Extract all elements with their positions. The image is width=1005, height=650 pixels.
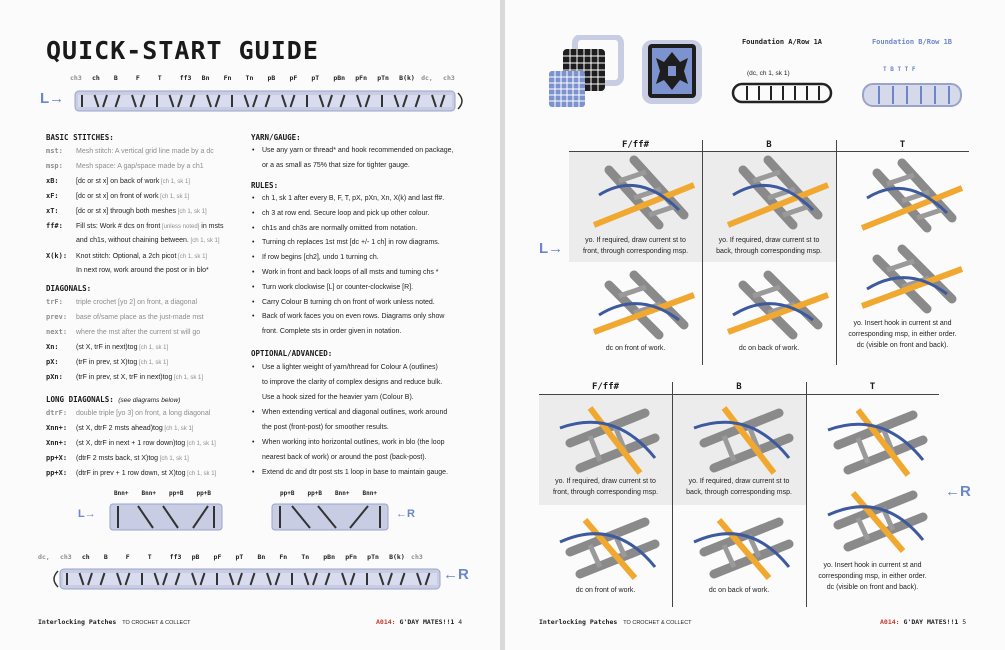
top-chart-label: Tn	[245, 74, 254, 82]
diag-abbr: trF:	[46, 298, 63, 306]
mini-right-label: Bnn+	[335, 490, 350, 497]
top-chart-label: B(k)	[399, 74, 415, 82]
bottom-chart-label: pB	[191, 553, 200, 561]
mini-left-label: Bnn+	[114, 490, 129, 497]
rules-line: • Back of work faces you on even rows. Diagrams only show	[262, 312, 444, 322]
ladder-illustration	[689, 398, 799, 478]
bottom-row-chart	[38, 550, 468, 595]
top-chart-label: pBn	[333, 74, 346, 82]
bottom-chart-label: B	[103, 553, 108, 561]
footer-pattern-left	[376, 618, 462, 626]
mini-diagram-right	[268, 490, 438, 534]
basic-text: and ch1s, without chaining between.	[76, 237, 189, 244]
mini-left-svg	[108, 500, 226, 534]
bottom-caption-f-2: dc on front of work.	[575, 587, 636, 594]
advanced-line: • When extending vertical and diagonal outlines, work around	[262, 408, 447, 418]
long-text: (st X, dtrF 2 msts ahead)tog	[76, 425, 163, 432]
footer-page-number: 4	[458, 618, 463, 626]
basic-abbr: xF:	[46, 192, 59, 200]
rules-line: • Turning ch replaces 1st mst [dc +/- 1 ch] in row diagrams.	[262, 238, 440, 248]
top-chart-labels	[70, 74, 465, 84]
basic-row	[46, 161, 204, 172]
diag-note: [ch 1, sk 1]	[137, 345, 169, 351]
long-abbr: Xnn+:	[46, 439, 68, 447]
top-chart-label: ch3	[70, 74, 82, 82]
top-chart-label: ch3	[443, 74, 455, 82]
bottom-chart-label: T	[147, 553, 152, 561]
bottom-chart-label: pBn	[323, 553, 336, 561]
foundation-a-label: (dc, ch 1, sk 1)	[747, 70, 790, 77]
basic-note: [ch 1, sk 1]	[176, 254, 208, 260]
ladder-illustration	[555, 398, 665, 478]
bottom-chart-label: pFn	[345, 553, 357, 561]
bottom-header-t: T	[869, 382, 876, 392]
diag-note: [ch 1, sk 1]	[137, 360, 169, 366]
long-row	[46, 423, 193, 434]
top-chart-label: ch	[91, 74, 100, 82]
footer-code: A014:	[880, 618, 900, 626]
basic-abbr: ff#:	[46, 222, 63, 230]
advanced-line: • Extend dc and dtr post sts 1 loop in base to maintain gauge.	[262, 468, 448, 478]
page-title: QUICK-START GUIDE	[46, 36, 319, 65]
mini-left-label: pp+B	[169, 490, 184, 497]
mini-right-label: pp+B	[307, 490, 322, 497]
bottom-chart-label: dc,	[38, 553, 50, 561]
bottom-header-f: F/ff#	[591, 382, 620, 392]
top-chart-svg	[70, 85, 465, 117]
bottom-direction: ←R	[443, 566, 469, 583]
ladder-illustration	[689, 512, 799, 582]
mini-right-label: Bnn+	[362, 490, 377, 497]
long-note: [ch 1, sk 1]	[185, 471, 217, 477]
basic-text: [dc or st x] on back of work	[76, 178, 160, 185]
basic-text: Mesh space: A gap/space made by a ch1	[76, 163, 204, 170]
basic-text: In next row, work around the post or in blo*	[76, 267, 209, 274]
basic-row	[46, 236, 220, 246]
basic-text: [dc or st x] through both meshes	[76, 208, 176, 215]
diag-text: triple crochet [yo 2] on front, a diagonal	[76, 299, 198, 306]
basic-note: [ch 1, sk 1]	[188, 238, 220, 244]
basic-abbr: X(k):	[46, 252, 68, 260]
basic-abbr: msp:	[46, 162, 63, 170]
top-chart-label: Fn	[223, 74, 232, 82]
advanced-line: to improve the clarity of complex designs and reduce bulk.	[262, 379, 443, 386]
basic-row	[46, 266, 209, 276]
top-caption-f-1: yo. If required, draw current st to front, through corresponding msp.	[582, 237, 689, 255]
basic-abbr: xB:	[46, 177, 59, 185]
diag-row	[46, 357, 168, 368]
advanced-line: nearest back of work) or around the post (back-post).	[262, 454, 427, 461]
foundation-b-title: Foundation B/Row 1B	[871, 38, 953, 46]
diag-text: (trF in prev, st X, trF in next)tog	[76, 374, 173, 381]
bottom-chart-svg	[50, 563, 445, 595]
footer-book-right	[539, 618, 692, 626]
basic-row	[46, 206, 207, 217]
top-chart-label: B	[113, 74, 118, 82]
basic-row	[46, 176, 190, 187]
bottom-illustrations	[505, 0, 1005, 650]
basic-text: Knot stitch: Optional, a 2ch picot	[76, 253, 177, 260]
basic-row	[46, 251, 207, 262]
rules-line: • Turn work clockwise [L] or counter-clockwise [R].	[262, 283, 413, 293]
mini-left-label: Bnn+	[141, 490, 156, 497]
top-caption-t: yo. Insert hook in current st and corresponding msp, in either order. dc (visible on front and back).	[848, 320, 957, 349]
footer-book-sub: TO CROCHET & COLLECT	[623, 620, 692, 626]
top-chart-label: pT	[311, 74, 320, 82]
top-chart-label: pTn	[377, 74, 389, 82]
long-heading-text: LONG DIAGONALS:	[46, 395, 114, 404]
basic-note: [unless noted]	[160, 224, 200, 230]
foundation-b-label: T B T T F	[883, 66, 916, 73]
mini-left-label: pp+B	[196, 490, 211, 497]
bottom-caption-f-1: yo. If required, draw current st to front, through corresponding msp.	[552, 478, 659, 496]
diag-text: (trF in prev, st X)tog	[76, 359, 138, 366]
diag-abbr: prev:	[46, 313, 68, 321]
long-row	[46, 453, 189, 464]
diag-row	[46, 327, 200, 338]
footer-book-left	[38, 618, 191, 626]
diag-row	[46, 312, 204, 323]
rules-heading: RULES:	[251, 181, 279, 190]
diag-abbr: next:	[46, 328, 68, 336]
rules-line: • ch 1, sk 1 after every B, F, T, pX, pXn, Xn, X(k) and last ff#.	[262, 194, 444, 204]
bottom-chart-label: ch3	[411, 553, 423, 561]
rules-line: • Carry Colour B turning ch on front of work unless noted.	[262, 298, 435, 308]
long-text: (dtrF 2 msts back, st X)tog	[76, 455, 159, 462]
long-abbr: pp+X:	[46, 454, 68, 462]
diag-abbr: pX:	[46, 358, 59, 366]
long-row	[46, 468, 216, 479]
basic-note: [ch 1, sk 1]	[159, 179, 190, 185]
mini-right-direction: ←R	[396, 508, 415, 520]
bottom-header-b: B	[736, 382, 742, 392]
top-chart-label: pB	[267, 74, 276, 82]
diag-row	[46, 342, 168, 353]
bottom-chart-label: pT	[235, 553, 244, 561]
basic-row	[46, 221, 223, 232]
long-text: (dtrF in prev + 1 row down, st X)tog	[76, 470, 186, 477]
right-page	[505, 0, 1005, 650]
bottom-chart-labels	[38, 553, 433, 563]
advanced-line: the post (front-post) for smoother results.	[262, 424, 389, 431]
basic-row	[46, 191, 189, 202]
top-header-t: T	[899, 140, 906, 150]
footer-book-title: Interlocking Patches	[539, 618, 618, 626]
bottom-grid-direction: ←R	[945, 483, 971, 500]
bottom-chart-label: F	[125, 553, 130, 561]
advanced-heading: OPTIONAL/ADVANCED:	[251, 349, 333, 358]
mini-diagram-left	[78, 490, 238, 534]
top-chart-label: pF	[289, 74, 298, 82]
foundation-a-title: Foundation A/Row 1A	[741, 38, 823, 46]
advanced-line: • When working into horizontal outlines, work in blo (the loop	[262, 438, 445, 448]
bottom-chart-label: ff3	[169, 553, 182, 561]
yarn-line: • Use any yarn or thread* and hook recommended on package,	[262, 146, 453, 156]
basic-note: [ch 1, sk 1]	[158, 194, 190, 200]
long-row	[46, 408, 210, 419]
long-heading-note: (see diagrams below)	[118, 397, 181, 404]
bottom-chart-label: pF	[213, 553, 222, 561]
top-caption-b-1: yo. If required, draw current st to back, through corresponding msp.	[716, 237, 822, 255]
top-caption-f-2: dc on front of work.	[605, 345, 666, 352]
basic-text: Mesh stitch: A vertical grid line made by a dc	[76, 148, 214, 155]
long-abbr: pp+X:	[46, 469, 68, 477]
top-chart-label: pFn	[355, 74, 368, 82]
long-text: (st X, dtrF in next + 1 row down)tog	[76, 440, 186, 447]
ladder-illustration	[555, 512, 665, 582]
bottom-chart-label: Tn	[301, 553, 310, 561]
mini-left-labels	[114, 490, 224, 500]
mini-right-labels	[280, 490, 390, 500]
basic-text: [dc or st x] on front of work	[76, 193, 159, 200]
rules-line: • ch 3 at row end. Secure loop and pick up other colour.	[262, 209, 429, 219]
top-chart-label: ff3	[179, 74, 192, 82]
diag-note: [ch 1, sk 1]	[172, 375, 204, 381]
left-page	[0, 0, 500, 650]
diag-text: (st X, trF in next)tog	[76, 344, 138, 351]
diag-row	[46, 372, 203, 383]
basic-text: Fill sts: Work # dcs on front	[76, 223, 161, 230]
basic-heading: BASIC STITCHES:	[46, 133, 114, 142]
bottom-chart-label: pTn	[367, 553, 379, 561]
basic-text: in msts	[199, 223, 224, 230]
top-caption-b-2: dc on back of work.	[738, 345, 800, 352]
rules-line: • If row begins [ch2], undo 1 turning ch.	[262, 253, 379, 263]
top-chart-label: T	[157, 74, 162, 82]
footer-pattern: G'DAY MATES!!1	[903, 618, 959, 626]
mini-left-direction: L→	[78, 508, 96, 520]
long-text: double triple [yo 3] on front, a long diagonal	[76, 410, 211, 417]
mini-right-label: pp+B	[280, 490, 295, 497]
basic-note: [ch 1, sk 1]	[176, 209, 207, 215]
footer-code: A014:	[376, 618, 396, 626]
long-note: [ch 1, sk 1]	[158, 456, 189, 462]
footer-pattern-right	[880, 618, 966, 626]
footer-book-title: Interlocking Patches	[38, 618, 117, 626]
long-abbr: Xnn+:	[46, 424, 68, 432]
top-row-chart	[40, 74, 465, 119]
diag-row	[46, 297, 197, 308]
ladder-illustration	[823, 400, 933, 480]
long-diagonals-heading	[46, 395, 180, 404]
yarn-heading: YARN/GAUGE:	[251, 133, 301, 142]
footer-page-number: 5	[962, 618, 967, 626]
diag-abbr: Xn:	[46, 343, 59, 351]
yarn-line: or a as small as 75% that size for tighter gauge.	[262, 162, 410, 169]
mini-right-svg	[270, 500, 392, 534]
footer-pattern: G'DAY MATES!!1	[399, 618, 455, 626]
top-header-b: B	[766, 140, 772, 150]
bottom-chart-label: ch	[81, 553, 90, 561]
top-chart-label: dc,	[421, 74, 433, 82]
diag-text: where the mst after the current st will go	[76, 329, 201, 336]
top-chart-label: F	[135, 74, 140, 82]
bottom-chart-label: B(k)	[389, 553, 405, 561]
diag-abbr: pXn:	[46, 373, 63, 381]
rules-line: • ch1s and ch3s are normally omitted from notation.	[262, 224, 417, 234]
long-note: [ch 1, sk 1]	[185, 441, 216, 447]
basic-abbr: mst:	[46, 147, 63, 155]
bottom-caption-b-1: yo. If required, draw current st to back, through corresponding msp.	[686, 478, 792, 496]
footer-book-sub: TO CROCHET & COLLECT	[122, 620, 191, 626]
long-note: [ch 1, sk 1]	[162, 426, 194, 432]
top-chart-label: Bn	[201, 74, 210, 82]
advanced-line: • Use a lighter weight of yarn/thread for Colour A (outlines)	[262, 363, 438, 373]
bottom-caption-b-2: dc on back of work.	[708, 587, 770, 594]
basic-abbr: xT:	[46, 207, 59, 215]
basic-row	[46, 146, 214, 157]
ladder-illustration	[823, 485, 933, 555]
diagonals-heading: DIAGONALS:	[46, 284, 92, 293]
diag-text: base of/same place as the just-made mst	[76, 314, 204, 321]
top-grid-direction: L→	[539, 240, 564, 257]
top-header-f: F/ff#	[621, 140, 650, 150]
bottom-caption-t: yo. Insert hook in current st and corresponding msp, in either order. dc (visible on front and back).	[818, 562, 927, 591]
direction-label-left: L→	[40, 90, 65, 107]
rules-line: • Work in front and back loops of all msts and turning chs *	[262, 268, 439, 278]
rules-line: front. Complete sts in order given in notation.	[262, 328, 402, 336]
bottom-chart-label: Fn	[279, 553, 288, 561]
bottom-chart-label: Bn	[257, 553, 266, 561]
long-row	[46, 438, 216, 449]
long-abbr: dtrF:	[46, 409, 68, 417]
advanced-line: Use a hook sized for the heavier yarn (Colour B).	[262, 394, 414, 401]
bottom-chart-label: ch3	[59, 553, 72, 561]
